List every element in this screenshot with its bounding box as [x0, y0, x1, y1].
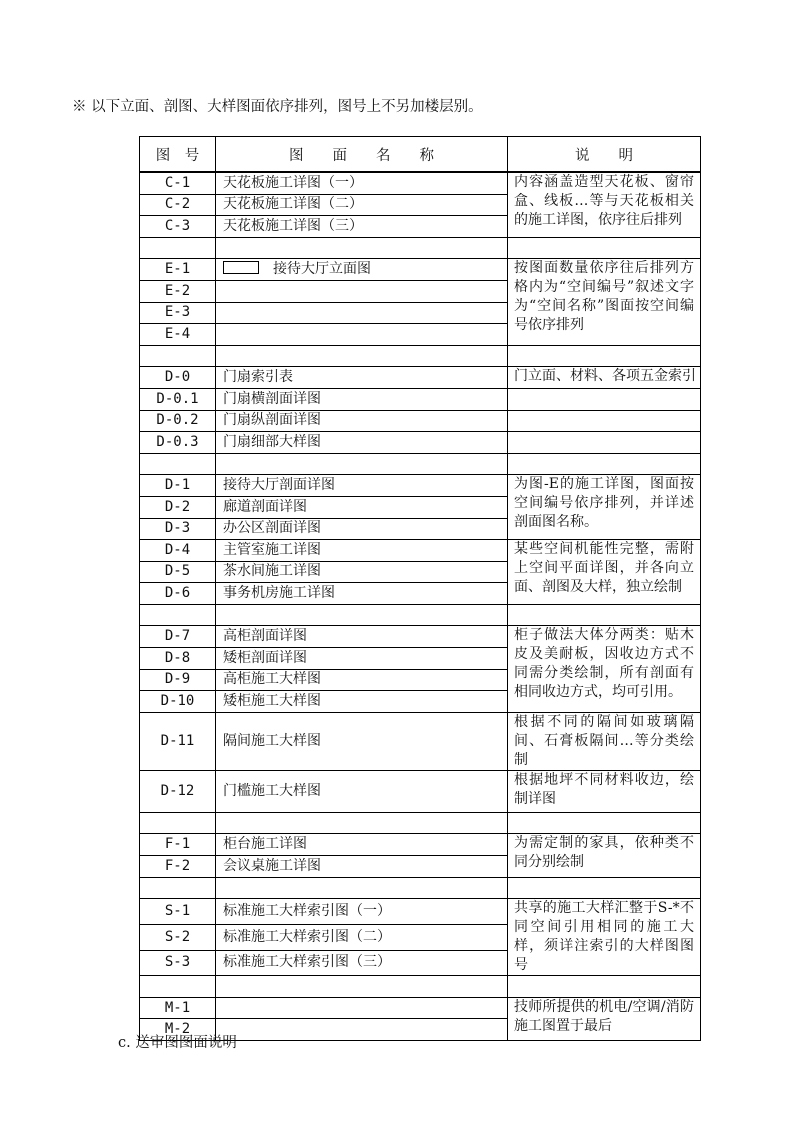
- drawing-code: E-2: [140, 280, 216, 302]
- table-row: [140, 475, 701, 497]
- drawing-name: 会议桌施工详图: [216, 856, 508, 878]
- drawing-name: 接待大厅剖面详图: [216, 475, 508, 497]
- table-row: [140, 997, 701, 1019]
- drawing-name: 门槛施工大样图: [216, 770, 508, 812]
- drawing-code: S-1: [140, 899, 216, 925]
- drawing-name: 廊道剖面详图: [216, 496, 508, 518]
- group-note: 某些空间机能性完整，需附上空间平面详图，并各向立面、剖图及大样，独立绘制: [508, 540, 701, 605]
- drawing-name: 门扇纵剖面详图: [216, 410, 508, 432]
- drawing-name: 办公区剖面详图: [216, 518, 508, 540]
- group-note: 根据地坪不同材料收边，绘制详图: [508, 770, 701, 812]
- drawing-code: D-11: [140, 712, 216, 770]
- drawing-index-table: [139, 136, 701, 1041]
- drawing-code: C-3: [140, 216, 216, 238]
- separator-row: [140, 237, 701, 259]
- table-header: [140, 137, 701, 173]
- drawing-code: F-1: [140, 834, 216, 856]
- separator-row: [140, 453, 701, 475]
- drawing-code: D-0: [140, 367, 216, 389]
- separator-row: [140, 877, 701, 899]
- drawing-code: D-12: [140, 770, 216, 812]
- drawing-name: 矮柜剖面详图: [216, 648, 508, 670]
- drawing-name: 隔间施工大样图: [216, 712, 508, 770]
- drawing-code: D-9: [140, 669, 216, 691]
- header-description: 说 明: [508, 137, 701, 173]
- section-heading: c. 送审图图面说明: [118, 1035, 237, 1051]
- table-row: [140, 626, 701, 648]
- table-row: [140, 712, 701, 770]
- header-drawing-name: 图 面 名 称: [216, 137, 508, 173]
- drawing-code: C-1: [140, 172, 216, 194]
- drawing-code: D-3: [140, 518, 216, 540]
- drawing-code: D-6: [140, 583, 216, 605]
- drawing-name: 标准施工大样索引图（一）: [216, 899, 508, 925]
- group-note: 按图面数量依序往后排列方格内为“空间编号”叙述文字为“空间名称”图面按空间编号依序排列: [508, 259, 701, 345]
- drawing-name: 高柜剖面详图: [216, 626, 508, 648]
- drawing-code: D-7: [140, 626, 216, 648]
- empty-note-cell: [508, 432, 701, 454]
- table-row: [140, 259, 701, 281]
- drawing-name: 主管室施工详图: [216, 540, 508, 562]
- separator-row: [140, 976, 701, 998]
- drawing-code: D-1: [140, 475, 216, 497]
- drawing-code: M-2: [140, 1019, 216, 1041]
- drawing-code: S-2: [140, 924, 216, 950]
- group-note: 共享的施工大样汇整于S-*不同空间引用相同的施工大样，须详注索引的大样图图号: [508, 899, 701, 976]
- group-note: 内容涵盖造型天花板、窗帘盒、线板…等与天花板相关的施工详图，依序往后排列: [508, 172, 701, 237]
- drawing-name: [216, 324, 508, 346]
- drawing-code: C-2: [140, 194, 216, 216]
- drawing-code: D-2: [140, 496, 216, 518]
- intro-note: ※ 以下立面、剖图、大样图面依序排列，图号上不另加楼层别。: [72, 99, 483, 115]
- drawing-code: D-0.2: [140, 410, 216, 432]
- drawing-code: E-4: [140, 324, 216, 346]
- drawing-name: 天花板施工详图（三）: [216, 216, 508, 238]
- drawing-name: [216, 1019, 508, 1041]
- drawing-name: 天花板施工详图（二）: [216, 194, 508, 216]
- group-note: 柜子做法大体分两类：贴木皮及美耐板，因收边方式不同需分类绘制，所有剖面有相同收边方式，均可引用。: [508, 626, 701, 712]
- table-row: [140, 410, 701, 432]
- table-row: [140, 540, 701, 562]
- empty-note-cell: [508, 410, 701, 432]
- drawing-code: D-0.1: [140, 388, 216, 410]
- group-note: 根据不同的隔间如玻璃隔间、石膏板隔间…等分类绘制: [508, 712, 701, 770]
- drawing-name-text: 接待大厅立面图: [273, 261, 371, 278]
- drawing-code: D-4: [140, 540, 216, 562]
- table-row: [140, 172, 701, 194]
- drawing-name: 高柜施工大样图: [216, 669, 508, 691]
- header-drawing-number: 图 号: [140, 137, 216, 173]
- drawing-code: F-2: [140, 856, 216, 878]
- drawing-name: [216, 302, 508, 324]
- group-note: 门立面、材料、各项五金索引: [508, 367, 701, 389]
- drawing-name: 门扇细部大样图: [216, 432, 508, 454]
- table-row: [140, 770, 701, 812]
- drawing-name: 标准施工大样索引图（三）: [216, 950, 508, 976]
- drawing-code: E-1: [140, 259, 216, 281]
- drawing-name: [216, 997, 508, 1019]
- drawing-code: M-1: [140, 997, 216, 1019]
- empty-note-cell: [508, 388, 701, 410]
- drawing-code: S-3: [140, 950, 216, 976]
- drawing-name: [216, 280, 508, 302]
- separator-row: [140, 604, 701, 626]
- table-row: [140, 899, 701, 925]
- table-row: [140, 834, 701, 856]
- group-note: 为需定制的家具，依种类不同分别绘制: [508, 834, 701, 877]
- separator-row: [140, 345, 701, 367]
- drawing-name: 门扇横剖面详图: [216, 388, 508, 410]
- drawing-name: 天花板施工详图（一）: [216, 172, 508, 194]
- drawing-name: 门扇索引表: [216, 367, 508, 389]
- drawing-name: 茶水间施工详图: [216, 561, 508, 583]
- drawing-code: D-0.3: [140, 432, 216, 454]
- group-note: 技师所提供的机电/空调/消防施工图置于最后: [508, 997, 701, 1040]
- drawing-name: 柜台施工详图: [216, 834, 508, 856]
- drawing-code: D-5: [140, 561, 216, 583]
- space-number-box: [223, 261, 259, 274]
- drawing-code: E-3: [140, 302, 216, 324]
- table-row: [140, 367, 701, 389]
- drawing-name: [216, 259, 508, 281]
- drawing-name: 矮柜施工大样图: [216, 691, 508, 713]
- drawing-name: 标准施工大样索引图（二）: [216, 924, 508, 950]
- drawing-name: 事务机房施工详图: [216, 583, 508, 605]
- group-note: 为图-E的施工详图，图面按空间编号依序排列，并详述剖面图名称。: [508, 475, 701, 540]
- separator-row: [140, 812, 701, 834]
- table-row: [140, 432, 701, 454]
- table-row: [140, 388, 701, 410]
- drawing-code: D-10: [140, 691, 216, 713]
- drawing-code: D-8: [140, 648, 216, 670]
